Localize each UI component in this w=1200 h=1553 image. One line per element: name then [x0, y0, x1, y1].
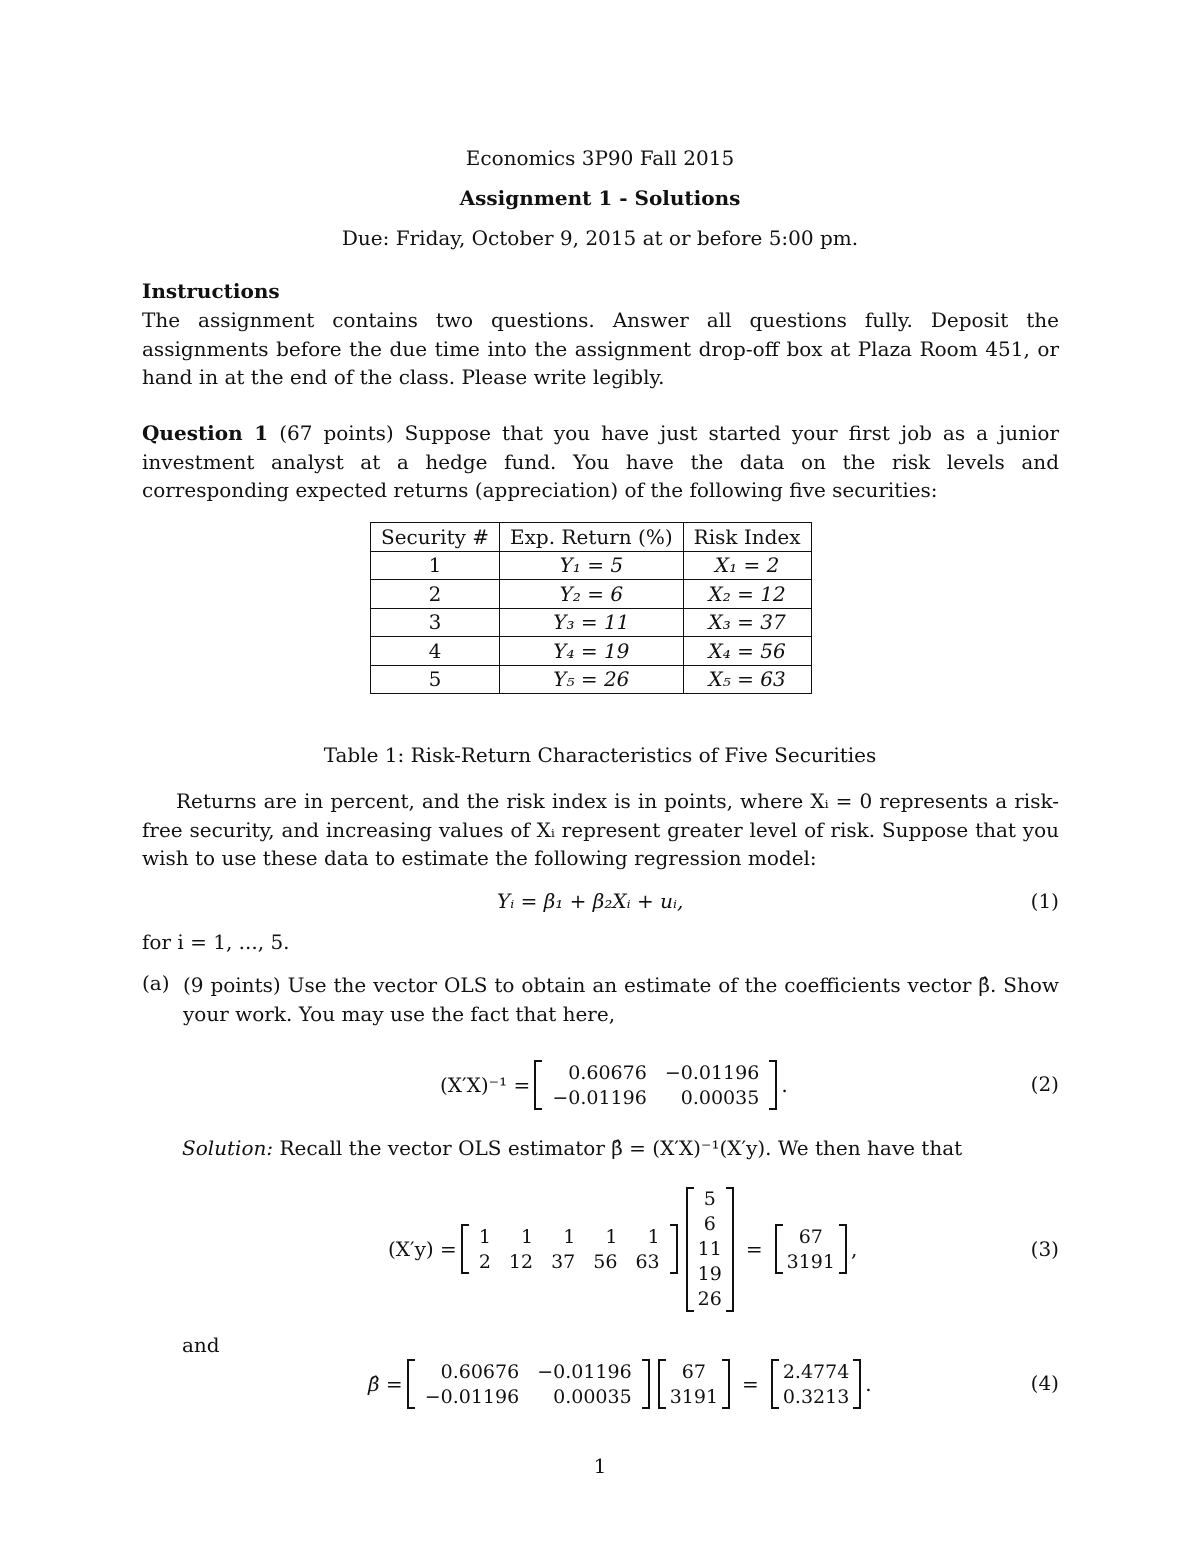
- equation-2-lhs: (X′X)⁻¹ =: [440, 1073, 531, 1097]
- matrix-cell: 26: [697, 1288, 722, 1310]
- table-cell: Y₃ = 11: [500, 608, 684, 637]
- table-cell: 1: [371, 551, 500, 580]
- table-cell: 4: [371, 637, 500, 666]
- matrix-cell: 0.60676: [440, 1360, 520, 1383]
- page-number: 1: [593, 1454, 607, 1478]
- equation-2: [440, 1057, 788, 1113]
- table-cell: X₁ = 2: [683, 551, 811, 580]
- x-transpose-matrix: [461, 1224, 678, 1274]
- matrix-cell: 5: [703, 1188, 716, 1210]
- equals-sign: =: [742, 1372, 759, 1396]
- and-text: and: [182, 1333, 220, 1357]
- period: .: [865, 1372, 872, 1396]
- matrix-cell: 3191: [669, 1385, 719, 1408]
- solution-line: [182, 1136, 962, 1160]
- question-1-text: (67 points) Suppose that you have just started your first job as a junior investment analyst at a hedge fund. You have the data on the risk levels and corresponding expected returns (appreciation) of the following five securities:: [142, 421, 1060, 502]
- table-row: [371, 608, 812, 637]
- table-header: Exp. Return (%): [500, 523, 684, 552]
- xty-vector: [775, 1224, 847, 1274]
- matrix-cell: 1: [563, 1225, 576, 1248]
- question-1-label: Question 1: [142, 421, 269, 445]
- table-caption: Table 1: Risk-Return Characteristics of Five Securities: [323, 743, 877, 767]
- comma: ,: [850, 1237, 858, 1261]
- equation-3: [388, 1178, 857, 1320]
- equation-1: Yᵢ = β₁ + β₂Xᵢ + uᵢ,: [497, 889, 684, 913]
- matrix-cell: 67: [798, 1225, 823, 1248]
- assignment-title: Assignment 1 - Solutions: [459, 186, 741, 210]
- table-header-row: [371, 523, 812, 552]
- matrix-cell: −0.01196: [552, 1086, 647, 1109]
- matrix-cell: 0.00035: [680, 1086, 760, 1109]
- instructions-heading: Instructions: [142, 279, 280, 303]
- securities-table: [370, 522, 812, 694]
- part-a-label: (a): [142, 971, 170, 995]
- y-vector: [686, 1187, 734, 1312]
- table-row: [371, 637, 812, 666]
- instructions-body: The assignment contains two questions. Answer all questions fully. Deposit the assignments before the due time into the assignment drop-off box at Plaza Room 451, or hand in at the end of the class. Please write legibly.: [142, 308, 1059, 389]
- due-date: Due: Friday, October 9, 2015 at or before 5:00 pm.: [341, 226, 859, 250]
- table-row: [371, 580, 812, 609]
- table-row: [371, 551, 812, 580]
- matrix-cell: 3191: [786, 1250, 835, 1273]
- equation-1-number: (1): [1030, 889, 1059, 913]
- matrix-cell: 1: [647, 1225, 660, 1248]
- table-header: Security #: [371, 523, 500, 552]
- course-title: Economics 3P90 Fall 2015: [465, 146, 735, 170]
- table-cell: 5: [371, 665, 500, 694]
- part-a-text: (9 points) Use the vector OLS to obtain an estimate of the coefficients vector β̂. Show your work. You may use the fact that here,: [183, 973, 1059, 1026]
- matrix-cell: 6: [703, 1213, 716, 1235]
- solution-text: Recall the vector OLS estimator β̂ = (X′X)⁻¹(X′y). We then have that: [279, 1136, 963, 1160]
- matrix-cell: 56: [593, 1250, 618, 1273]
- matrix-cell: 0.00035: [553, 1385, 632, 1408]
- matrix-cell: 11: [697, 1238, 722, 1260]
- matrix-cell: 12: [508, 1250, 534, 1273]
- equation-4: [368, 1356, 872, 1412]
- returns-paragraph: Returns are in percent, and the risk index is in points, where Xᵢ = 0 represents a risk-free security, and increasing values of Xᵢ represent greater level of risk. Suppose that you wish to use these data to estimate the following regression model:: [142, 789, 1059, 870]
- table-cell: X₂ = 12: [683, 580, 811, 609]
- xtx-inverse-matrix: [407, 1359, 650, 1409]
- matrix-cell: −0.01196: [664, 1061, 760, 1084]
- matrix-cell: −0.01196: [424, 1385, 520, 1408]
- xty-vector: [658, 1359, 730, 1409]
- table-cell: Y₅ = 26: [500, 665, 684, 694]
- equation-4-number: (4): [1030, 1371, 1059, 1395]
- matrix-cell: 1: [478, 1225, 491, 1248]
- table-cell: 2: [371, 580, 500, 609]
- table-cell: X₅ = 63: [683, 665, 811, 694]
- xtx-inverse-matrix: [534, 1060, 777, 1110]
- matrix-cell: 2: [478, 1250, 491, 1273]
- table-cell: 3: [371, 608, 500, 637]
- table-cell: X₃ = 37: [683, 608, 811, 637]
- equals-sign: =: [745, 1237, 763, 1261]
- solution-label: Solution:: [182, 1136, 274, 1160]
- period: .: [781, 1073, 788, 1097]
- equation-3-lhs: (X′y) =: [388, 1237, 457, 1261]
- matrix-cell: 63: [635, 1250, 660, 1273]
- for-i-text: for i = 1, ..., 5.: [142, 930, 290, 954]
- matrix-cell: 1: [521, 1225, 534, 1248]
- table-cell: Y₄ = 19: [500, 637, 684, 666]
- matrix-cell: 19: [697, 1263, 722, 1285]
- matrix-cell: −0.01196: [537, 1360, 632, 1383]
- question-1-intro: [142, 419, 1059, 505]
- matrix-cell: 37: [551, 1250, 576, 1273]
- equation-4-lhs: β̂ =: [368, 1372, 403, 1396]
- table-cell: Y₁ = 5: [500, 551, 684, 580]
- matrix-cell: 67: [681, 1360, 706, 1383]
- matrix-cell: 0.3213: [782, 1385, 850, 1408]
- equation-2-number: (2): [1030, 1072, 1059, 1096]
- table-header: Risk Index: [683, 523, 811, 552]
- beta-hat-vector: [771, 1359, 861, 1409]
- table-row: [371, 665, 812, 694]
- table-cell: X₄ = 56: [683, 637, 811, 666]
- matrix-cell: 0.60676: [568, 1061, 647, 1084]
- matrix-cell: 1: [605, 1225, 618, 1248]
- table-cell: Y₂ = 6: [500, 580, 684, 609]
- matrix-cell: 2.4774: [782, 1360, 850, 1383]
- equation-3-number: (3): [1030, 1237, 1059, 1261]
